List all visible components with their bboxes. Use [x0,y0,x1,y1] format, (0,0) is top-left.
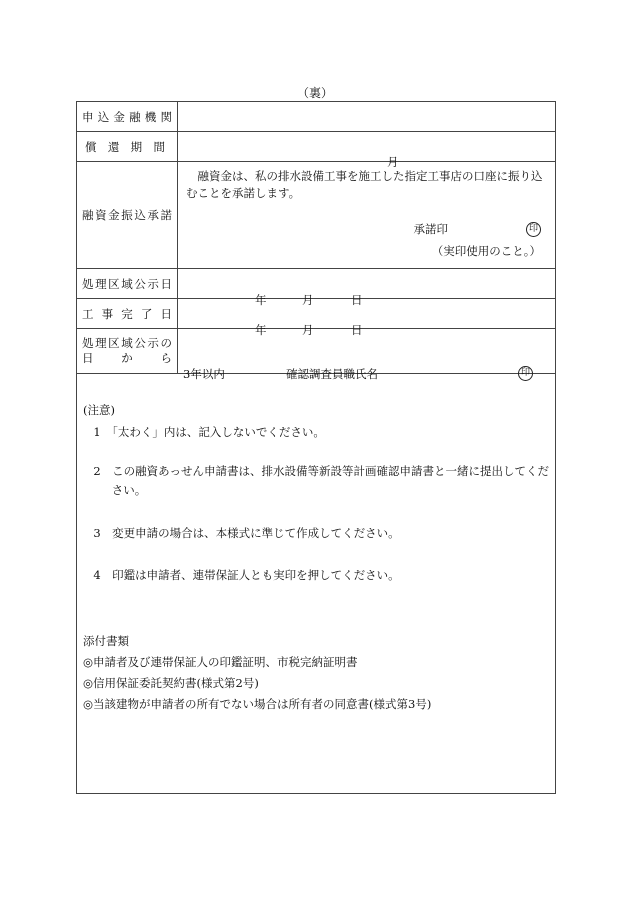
announce-label: 処 理 区 域 公 示 日 [82,276,172,291]
announce-label-cell [77,269,178,299]
attachment-item-3: ◎当該建物が申請者の所有でない場合は所有者の同意書(様式第3号) [83,697,432,711]
inspector-label: 確認調査員職氏名 [286,367,378,381]
within-value-cell [178,329,556,381]
completion-year: 年 [255,322,267,337]
consent-label: 融 資 金 振 込 承 諾 [82,208,172,222]
note-item-4: 4 印鑑は申請者、連帯保証人とも実印を押してください。 [93,568,400,582]
note-item-3: 3 変更申請の場合は、本様式に準じて作成してください。 [93,526,400,540]
within-value: 3年以内 [183,367,225,381]
page-heading: （裏） [296,86,333,100]
announce-month: 月 [302,292,314,307]
within-label-line2: 日 か ら [82,351,172,365]
announce-date-cell[interactable] [178,269,556,307]
completion-day: 日 [351,322,363,337]
lender-label-cell [77,102,178,132]
lender-value-cell[interactable] [178,102,556,132]
within-label-cell [77,329,178,374]
attachments-section [83,631,553,715]
announce-row [77,269,556,299]
repayment-unit: 月 [387,154,399,169]
notes-title: (注意) [83,403,115,417]
attachment-item-1: ◎申請者及び連帯保証人の印鑑証明、市税完納証明書 [83,655,358,669]
attachment-item-2: ◎信用保証委託契約書(様式第2号) [83,676,259,690]
consent-seal-row [414,221,542,237]
note-item-1: 1 「太わく」内は、記入しないでください。 [93,425,325,439]
consent-seal-label: 承諾印 [413,222,448,236]
within-label-line1: 処 理 区 域 公 示 の [82,336,172,350]
repayment-row [77,132,556,162]
loan-form-table [76,101,556,381]
repayment-value-cell[interactable] [178,132,556,169]
repayment-label-cell [77,132,178,162]
completion-date-cell[interactable] [178,299,556,337]
inspector-seal-icon: 印 [518,366,533,381]
consent-note: （実印使用のこと。） [431,244,541,258]
consent-row [77,162,556,269]
consent-value-cell [178,162,556,269]
announce-day: 日 [351,292,363,307]
completion-month: 月 [302,322,314,337]
completion-row [77,299,556,329]
note-item-2: 2 この融資あっせん申請書は、排水設備等新設等計画確認申請書と一緒に提出してください。 [93,464,550,497]
within-row [77,329,556,374]
consent-label-cell [77,162,178,269]
announce-year: 年 [255,292,267,307]
completion-label: 工 事 完 了 日 [82,306,172,321]
lender-label: 申 込 金 融 機 関 [82,109,172,124]
repayment-label: 償 還 期 間 [85,139,165,154]
notes-section [83,401,553,585]
seal-icon: 印 [526,222,541,237]
attachments-title: 添付書類 [83,634,129,648]
consent-text: 融資金は、私の排水設備工事を施工した指定工事店の口座に振り込むことを承諾します。 [186,169,543,200]
lender-row [77,102,556,132]
completion-label-cell [77,299,178,329]
